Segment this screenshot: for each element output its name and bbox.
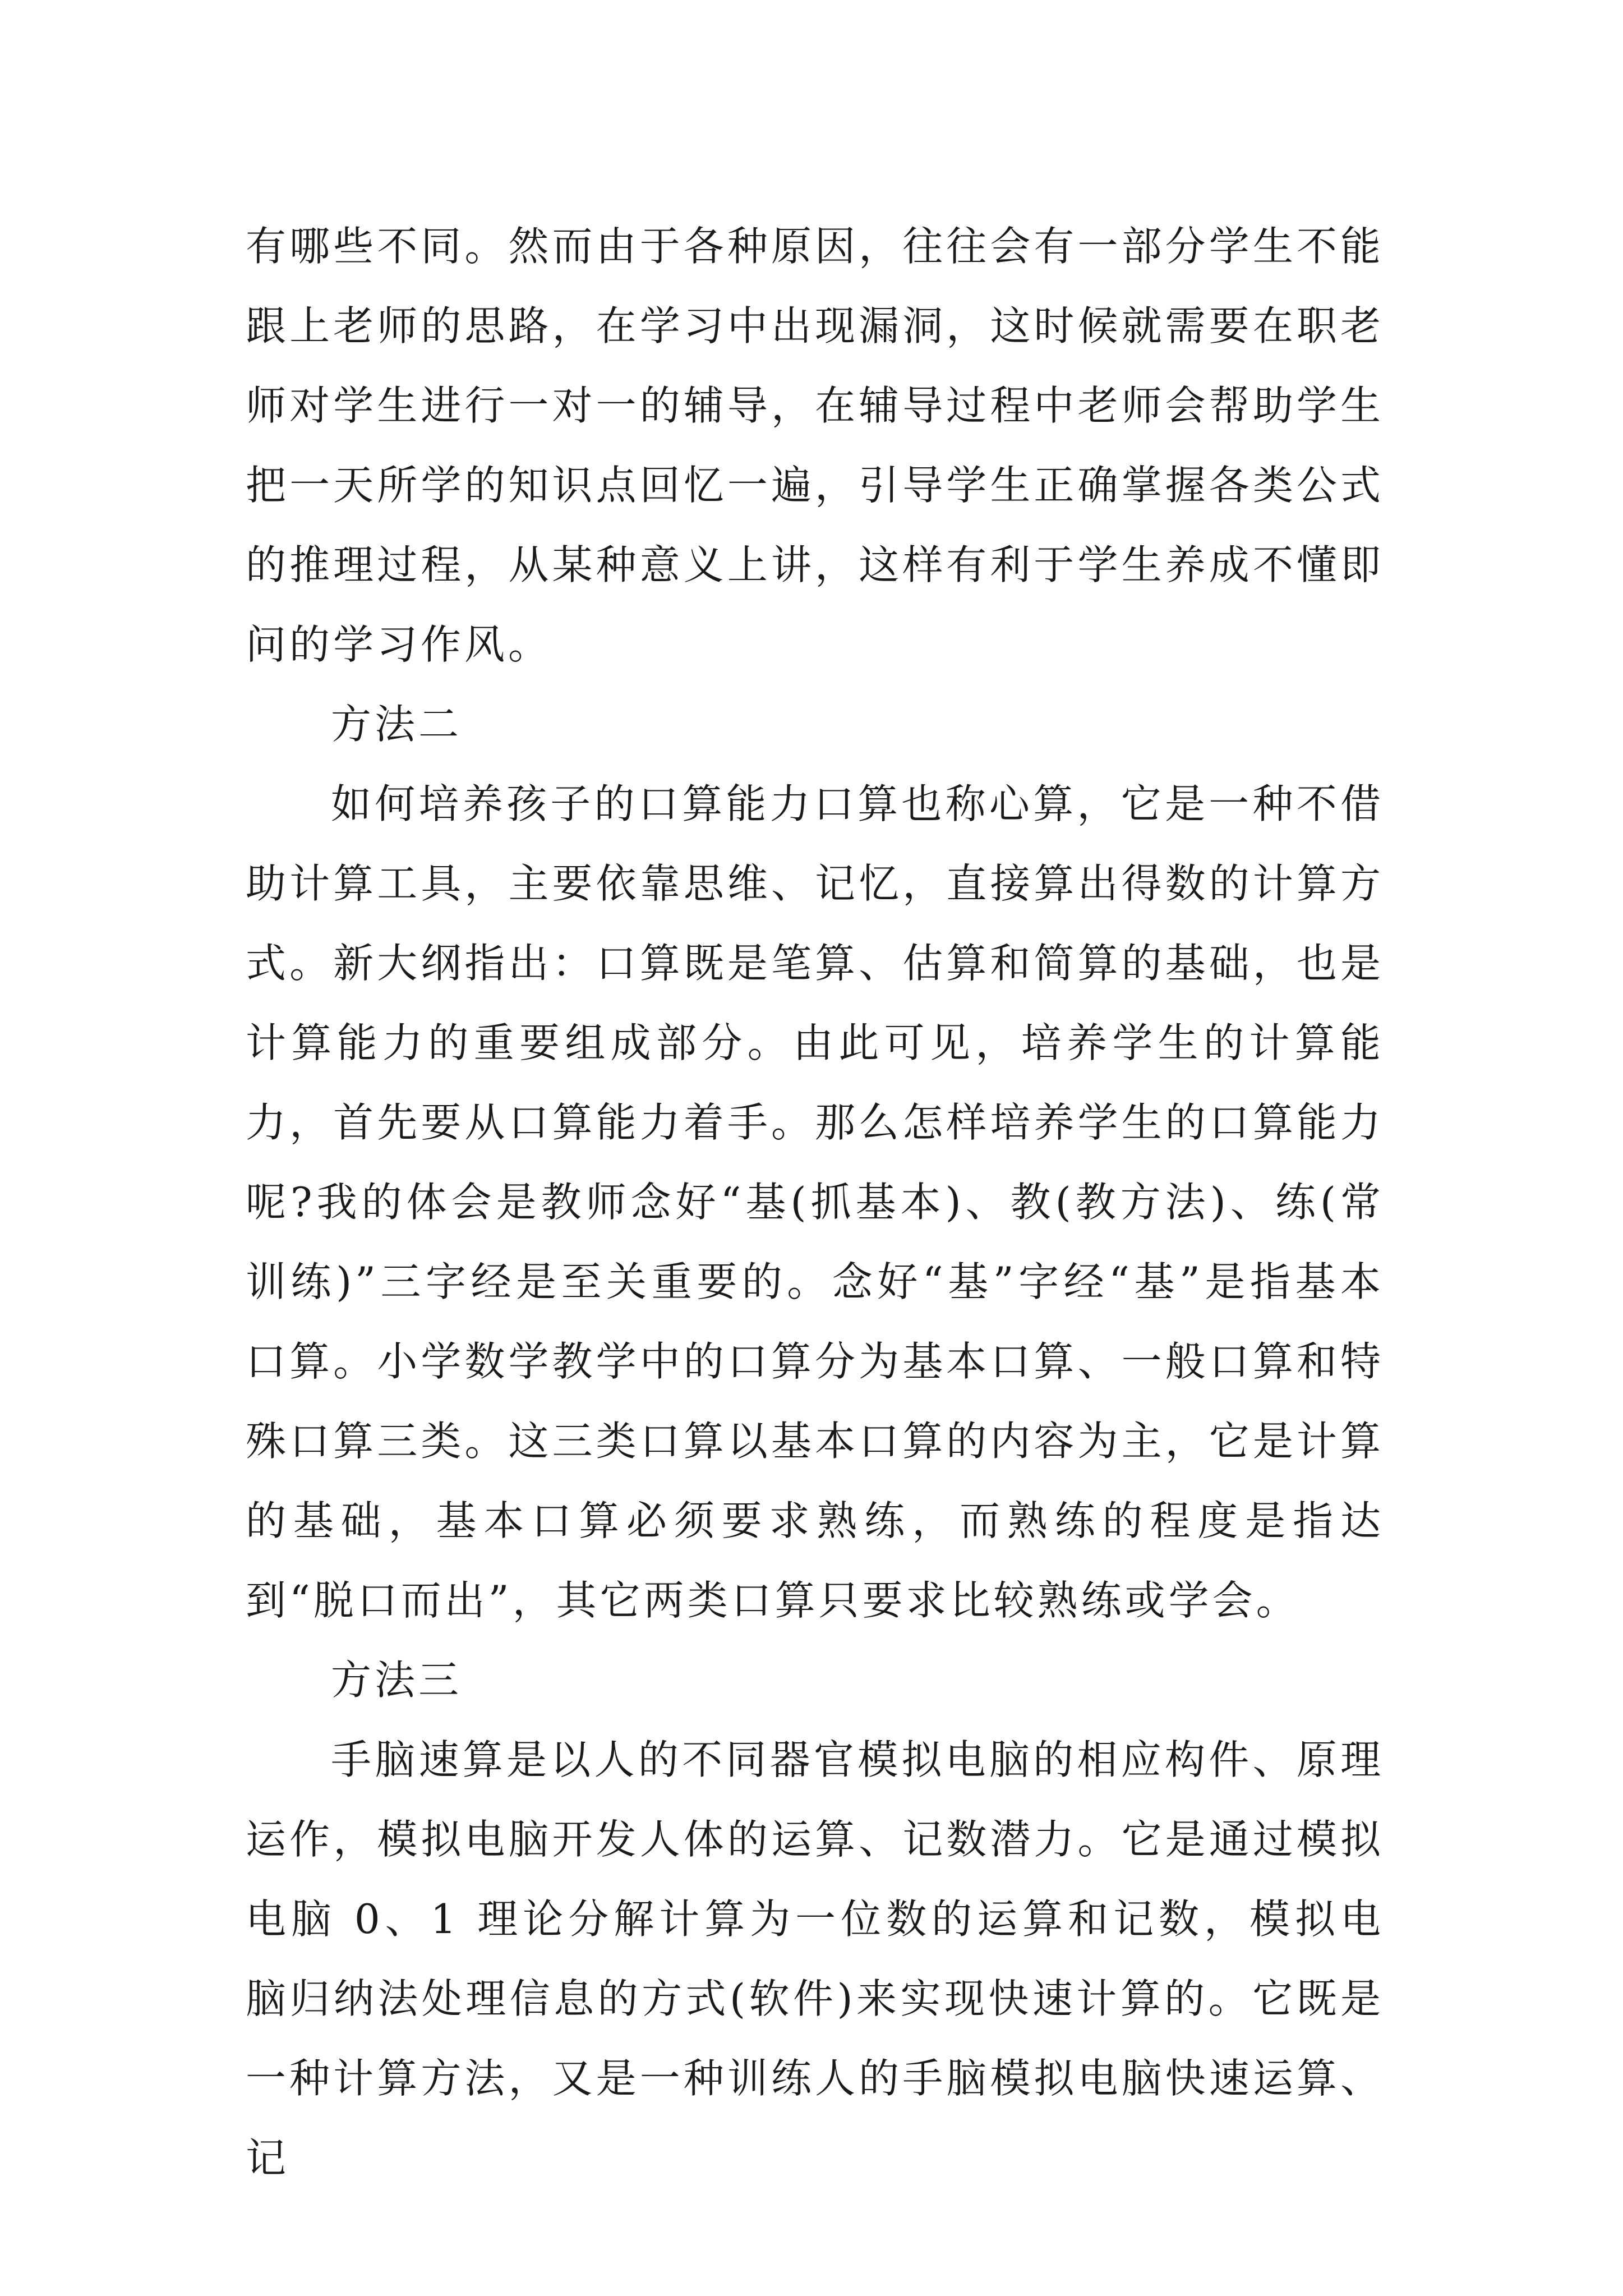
paragraph-continuation: 有哪些不同。然而由于各种原因，往往会有一部分学生不能跟上老师的思路，在学习中出现漏洞，这时候就需要在职老师对学生进行一对一的辅导，在辅导过程中老师会帮助学生把一天所学的知识点回忆一遍，引导学生正确掌握各类公式的推理过程，从某种意义上讲，这样有利于学生养成不懂即问的学习作风。	[246, 223, 1384, 668]
document-page	[246, 206, 1384, 2198]
paragraph-method-3: 手脑速算是以人的不同器官模拟电脑的相应构件、原理运作，模拟电脑开发人体的运算、记数潜力。它是通过模拟电脑 0、1 理论分解计算为一位数的运算和记数，模拟电脑归纳法处理信息的方式(软件)来实现快速计算的。它既是一种计算方法，又是一种训练人的手脑模拟电脑快速运算、记	[246, 1736, 1384, 2182]
paragraph-method-2: 如何培养孩子的口算能力口算也称心算，它是一种不借助计算工具，主要依靠思维、记忆，直接算出得数的计算方式。新大纲指出：口算既是笔算、估算和简算的基础，也是计算能力的重要组成部分。由此可见，培养学生的计算能力，首先要从口算能力着手。那么怎样培养学生的口算能力呢?我的体会是教师念好“基(抓基本)、教(教方法)、练(常训练)”三字经是至关重要的。念好“基”字经“基”是指基本口算。小学数学教学中的口算分为基本口算、一般口算和特殊口算三类。这三类口算以基本口算的内容为主，它是计算的基础，基本口算必须要求熟练，而熟练的程度是指达到“脱口而出”，其它两类口算只要求比较熟练或学会。	[246, 780, 1384, 1624]
section-heading-method-2: 方法二	[331, 701, 463, 748]
section-heading-method-3: 方法三	[331, 1657, 463, 1704]
